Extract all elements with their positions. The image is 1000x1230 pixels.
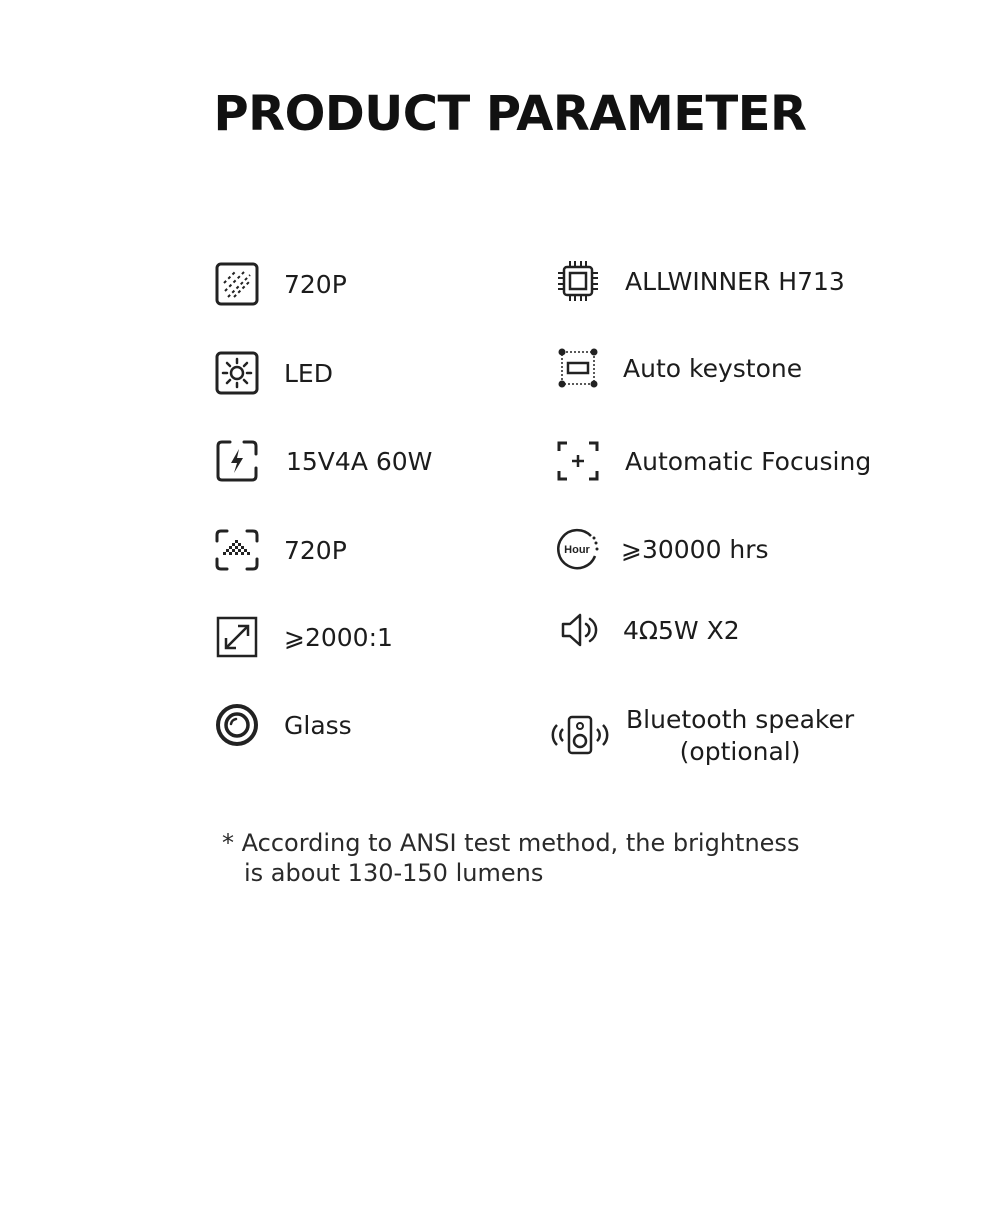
- resolution-icon: [214, 261, 260, 307]
- spec-native-resolution: [214, 527, 347, 573]
- led-light-icon: [214, 350, 260, 396]
- spec-label: ⩾30000 hrs: [621, 534, 769, 564]
- footnote-line1: * According to ANSI test method, the brightness: [222, 829, 800, 857]
- footnote-line2: is about 130-150 lumens: [244, 859, 544, 887]
- spec-lamp-life: [555, 526, 769, 572]
- footnote: [222, 828, 842, 888]
- spec-resolution: [214, 261, 347, 307]
- spec-label: 720P: [284, 535, 347, 565]
- native-resolution-icon: [214, 527, 260, 573]
- spec-label: 4Ω5W X2: [623, 615, 740, 645]
- spec-label: ALLWINNER H713: [625, 266, 845, 296]
- spec-label-line1: Bluetooth speaker: [626, 705, 855, 734]
- spec-label: 15V4A 60W: [286, 446, 433, 476]
- focus-icon: [555, 438, 601, 484]
- spec-speaker: [555, 607, 740, 653]
- speaker-icon: [555, 607, 601, 653]
- spec-label: ⩾2000:1: [284, 622, 393, 652]
- chip-icon: [555, 258, 601, 304]
- power-bolt-icon: [214, 438, 260, 484]
- spec-lens: [214, 702, 352, 748]
- spec-label: Automatic Focusing: [625, 446, 872, 476]
- spec-label: Glass: [284, 710, 352, 740]
- contrast-ratio-icon: [214, 614, 260, 660]
- bluetooth-speaker-icon: [550, 713, 610, 759]
- spec-power: [214, 438, 432, 484]
- keystone-icon: [555, 345, 601, 391]
- spec-focus: [555, 438, 871, 484]
- glass-lens-icon: [214, 702, 260, 748]
- lamp-hour-icon: [555, 526, 601, 572]
- spec-label-line2: (optional): [679, 737, 801, 766]
- spec-label: LED: [284, 358, 333, 388]
- spec-contrast: [214, 614, 393, 660]
- page-title: PRODUCT PARAMETER: [213, 86, 807, 142]
- spec-light-source: [214, 350, 333, 396]
- spec-keystone: [555, 345, 802, 391]
- spec-label: Auto keystone: [623, 353, 803, 383]
- spec-bluetooth-speaker: [550, 704, 854, 768]
- spec-chipset: [555, 258, 845, 304]
- spec-label: 720P: [284, 269, 347, 299]
- spec-label: [626, 704, 854, 768]
- lamp-hour-text: Hour: [564, 544, 590, 556]
